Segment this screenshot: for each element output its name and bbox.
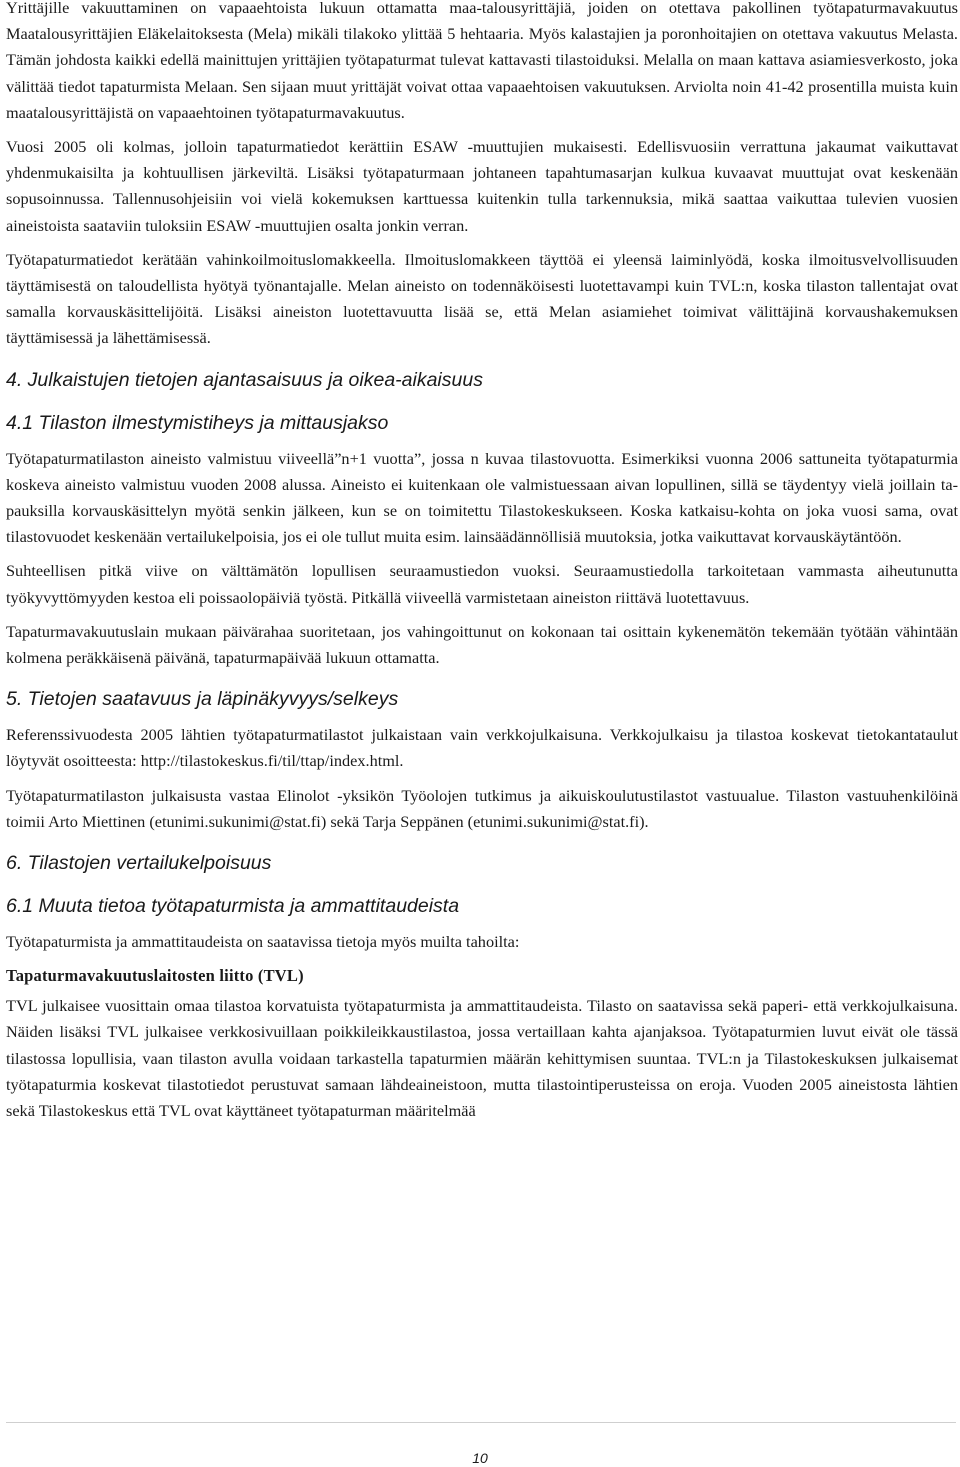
section-heading-6: 6. Tilastojen vertailukelpoisuus [6, 852, 272, 875]
paragraph-contact-persons: Työtapaturmatilaston julkaisusta vastaa Elinolot -yksikön Työolojen tutkimus ja aikuiskoulutustilastot vastuualue. Tilaston vastuuhenkilöinä toimii Arto Miettinen (etunimi.sukunimi@stat.fi) sekä Tarja Seppänen (etunimi.sukunimi@stat.fi). [6, 785, 958, 831]
paragraph-delay-reason: Suhteellisen pitkä viive on välttämätön lopullisen seuraamustiedon vuoksi. Seuraamustiedolla tarkoitetaan vammasta aiheutunutta työkyvyttömyyden kestoa eli poissaolopäiviä työstä. Pitkällä viiveellä varmistetaan aineiston riittävä luotettavuus. [6, 561, 958, 607]
paragraph-tvl-statistics: TVL julkaisee vuosittain omaa tilastoa korvatuista työtapaturmista ja ammattitaudeista. Tilasto on saatavissa sekä paperi- että verkkojulkaisuna. Näiden lisäksi TVL julkaisee verkkosivuillaan poikkileikkaustilastoa, jossa vertaillaan kahta ajanjaksoa. Työtapaturmien luvut eivät ole tässä tilastossa lopullisia, vaan tilaston avulla voidaan tarkastella tapaturmien määrän kehittymisen suuntaa. TVL:n ja Tilastokeskuksen julkaisemat työtapaturmia koskevat tilastotiedot perustuvat samaan lähdeaineistoon, mutta tilastointiperusteissa on eroja. Vuoden 2005 aineistosta lähtien sekä Tilastokeskus että TVL ovat käyttäneet työtapaturman määritelmää [6, 996, 958, 1121]
paragraph-web-publication: Referenssivuodesta 2005 lähtien työtapaturmatilastot julkaistaan vain verkkojulkaisuna. Verkkojulkaisu ja tilastoa koskevat tietokantataulut löytyvät osoitteesta: http://tilastokeskus.fi/til/ttap/index.html. [6, 725, 958, 771]
paragraph-esaw-variables: Vuosi 2005 oli kolmas, jolloin tapaturmatiedot kerättiin ESAW -muuttujien mukaisesti. Edellisvuosiin verrattuna jakaumat vaikuttavat yhdenmukaisilta ja kohtuullisen järkeviltä. Lisäksi työtapaturmaan johtaneen tapahtumasarjan kulkua kuvaavat muuttujat ovat keskenään sopusoinnussa. Tallennusohjeisiin voi vielä kokemuksen karttuessa kuitenkin tulla tarkennuksia, mikä saattaa vaikuttaa tulevien vuosien aineistoista saataviin tuloksiin ESAW -muuttujien osalta jonkin verran. [6, 137, 958, 235]
section-heading-6-1: 6.1 Muuta tietoa työtapaturmista ja ammattitaudeista [6, 895, 460, 918]
section-heading-4-1: 4.1 Tilaston ilmestymistiheys ja mittausjakso [6, 411, 389, 434]
paragraph-self-employed-insurance: Yrittäjille vakuuttaminen on vapaaehtoista lukuun ottamatta maa-talousyrittäjiä, joiden on otettava pakollinen työtapaturmavakuutus Maatalousyrittäjien Eläkelaitoksesta (Mela) mikäli tilakoko ylittää 5 hehtaaria. Myös kalastajien ja poronhoitajien on otettava vakuutus Melasta. Tämän johdosta kaikki edellä mainittujen yrittäjien työtapaturmat tulevat kattavasti tilastoiduksi. Melalla on maan kattava asiamiesverkosto, joka välittää tiedot tapaturmista Melaan. Sen sijaan muut yrittäjät voivat ottaa vapaaehtoisen vakuutuksen. Arviolta noin 41-42 prosentilla muista kuin maatalousyrittäjistä on vapaaehtoinen työtapaturmavakuutus. [6, 0, 958, 122]
page-number: 10 [472, 1450, 488, 1466]
paragraph-daily-allowance: Tapaturmavakuutuslain mukaan päivärahaa suoritetaan, jos vahingoittunut on kokonaan tai osittain kykenemätön tekemään työtään vähintään kolmena peräkkäisenä päivänä, tapaturmapäivää lukuun ottamatta. [6, 621, 958, 668]
document-page [6, 0, 958, 1132]
paragraph-data-collection: Työtapaturmatiedot kerätään vahinkoilmoituslomakkeella. Ilmoituslomakkeen täyttöä ei yleensä laiminlyödä, koska ilmoitusvelvollisuuden täyttämisestä on taloudellista hyötyä työnantajalle. Melan aineisto on todennäköisesti luotettavampi kuin TVL:n, koska tilaston tallentajat ovat samalla korvauskäsittelijöitä. Lisäksi aineiston luotettavuutta lisää se, että Melan asiamiehet toimivat välittäjinä korvaushakemuksen täyttämisessä ja lähettämisessä. [6, 249, 958, 348]
footer-divider [6, 1422, 956, 1423]
paragraph-other-sources: Työtapaturmista ja ammattitaudeista on saatavissa tietoja myös muilta tahoilta: [6, 932, 520, 952]
section-heading-4: 4. Julkaistujen tietojen ajantasaisuus ja oikea-aikaisuus [6, 368, 483, 391]
subheading-tvl: Tapaturmavakuutuslaitosten liitto (TVL) [6, 966, 304, 986]
section-heading-5: 5. Tietojen saatavuus ja läpinäkyvyys/selkeys [6, 688, 399, 711]
paragraph-publication-delay: Työtapaturmatilaston aineisto valmistuu viiveellä”n+1 vuotta”, jossa n kuvaa tilastovuotta. Esimerkiksi vuonna 2006 sattuneita työtapaturmia koskeva aineisto valmistuu vuoden 2008 alussa. Aineisto ei kuitenkaan ole valmistuessaan aivan lopullinen, sillä se täydentyy vielä joillain ta-pauksilla korvauskäsittelyn myötä senkin jälkeen, kun se on toimitettu Tilastokeskukseen. Koska katkaisu-kohta on joka vuosi sama, ovat tilastovuodet keskenään vertailukelpoisia, jos ei ole tullut muita esim. lainsäädännöllisiä muutoksia, jotka vaikuttavat korvauskäytäntöön. [6, 448, 958, 547]
